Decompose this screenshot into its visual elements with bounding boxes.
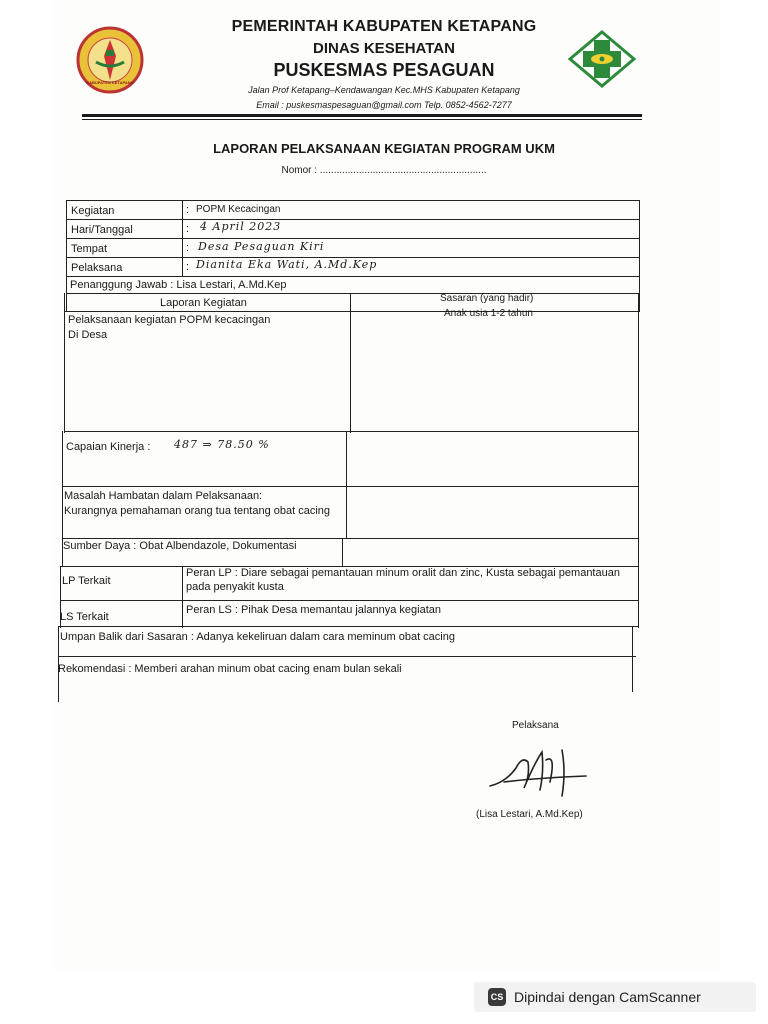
masalah-value: Kurangnya pemahaman orang tua tentang obat cacing [64, 505, 331, 517]
pelaksana-label: Pelaksana [71, 262, 123, 274]
masalah-label: Masalah Hambatan dalam Pelaksanaan: [64, 490, 263, 502]
hari-value: 4 April 2023 [200, 220, 282, 233]
signature-role: Pelaksana [512, 720, 559, 731]
rekomendasi: Rekomendasi : Memberi arahan minum obat cacing enam bulan sekali [58, 663, 402, 675]
umpan-balik: Umpan Balik dari Sasaran : Adanya kekeliruan dalam cara meminum obat cacing [60, 631, 455, 643]
penanggung-jawab: Penanggung Jawab : Lisa Lestari, A.Md.Kep [70, 279, 287, 291]
camscanner-text: Dipindai dengan CamScanner [514, 989, 701, 1005]
seal-text: KABUPATEN KETAPANG [86, 80, 134, 85]
header-rule-thin [82, 119, 642, 120]
agency-line-2: DINAS KESEHATAN [313, 40, 455, 57]
laporan-line-1: Pelaksanaan kegiatan POPM kecacingan [68, 314, 271, 326]
kegiatan-value: POPM Kecacingan [196, 204, 281, 215]
capaian-label: Capaian Kinerja : [66, 441, 151, 453]
agency-name: PUSKESMAS PESAGUAN [273, 60, 495, 80]
ls-label: LS Terkait [60, 611, 109, 623]
signature-name: (Lisa Lestari, A.Md.Kep) [476, 809, 583, 820]
document-title: LAPORAN PELAKSANAAN KEGIATAN PROGRAM UKM [213, 141, 555, 156]
tempat-label: Tempat [71, 243, 108, 255]
document-number: Nomor : ............................................................ [281, 165, 487, 176]
capaian-value: 487 ⇒ 78.50 % [174, 438, 270, 451]
camscanner-watermark [474, 982, 756, 1012]
lp-label: LP Terkait [62, 575, 111, 587]
sasaran-header: Sasaran (yang hadir) [440, 293, 534, 304]
agency-address: Jalan Prof Ketapang–Kendawangan Kec.MHS Kabupaten Ketapang [248, 85, 520, 95]
tempat-colon: : [186, 242, 190, 254]
signature-mark [486, 742, 596, 802]
kegiatan-colon: : [186, 204, 190, 216]
tempat-value: Desa Pesaguan Kiri [198, 240, 325, 253]
camscanner-icon: CS [488, 988, 506, 1006]
ls-value: Peran LS : Pihak Desa memantau jalannya kegiatan [186, 604, 441, 616]
laporan-line-2: Di Desa [68, 329, 108, 341]
hari-colon: : [186, 223, 190, 235]
pelaksana-value: Dianita Eka Wati, A.Md.Kep [196, 258, 378, 271]
sumber-daya: Sumber Daya : Obat Albendazole, Dokumentasi [63, 540, 297, 552]
hari-label: Hari/Tanggal [71, 224, 133, 236]
agency-contact: Email : puskesmaspesaguan@gmail.com Telp. 0852-4562-7277 [256, 100, 512, 110]
lp-value: Peran LP : Diare sebagai pemantauan minum oralit dan zinc, Kusta sebagai pemantauan pada penyakit kusta [186, 567, 620, 593]
sasaran-value: Anak usia 1-2 tahun [444, 308, 533, 319]
laporan-header: Laporan Kegiatan [160, 297, 247, 309]
pelaksana-colon: : [186, 261, 190, 273]
header-rule-thick [82, 114, 642, 117]
agency-line-1: PEMERINTAH KABUPATEN KETAPANG [231, 18, 537, 35]
kegiatan-label: Kegiatan [71, 205, 115, 217]
